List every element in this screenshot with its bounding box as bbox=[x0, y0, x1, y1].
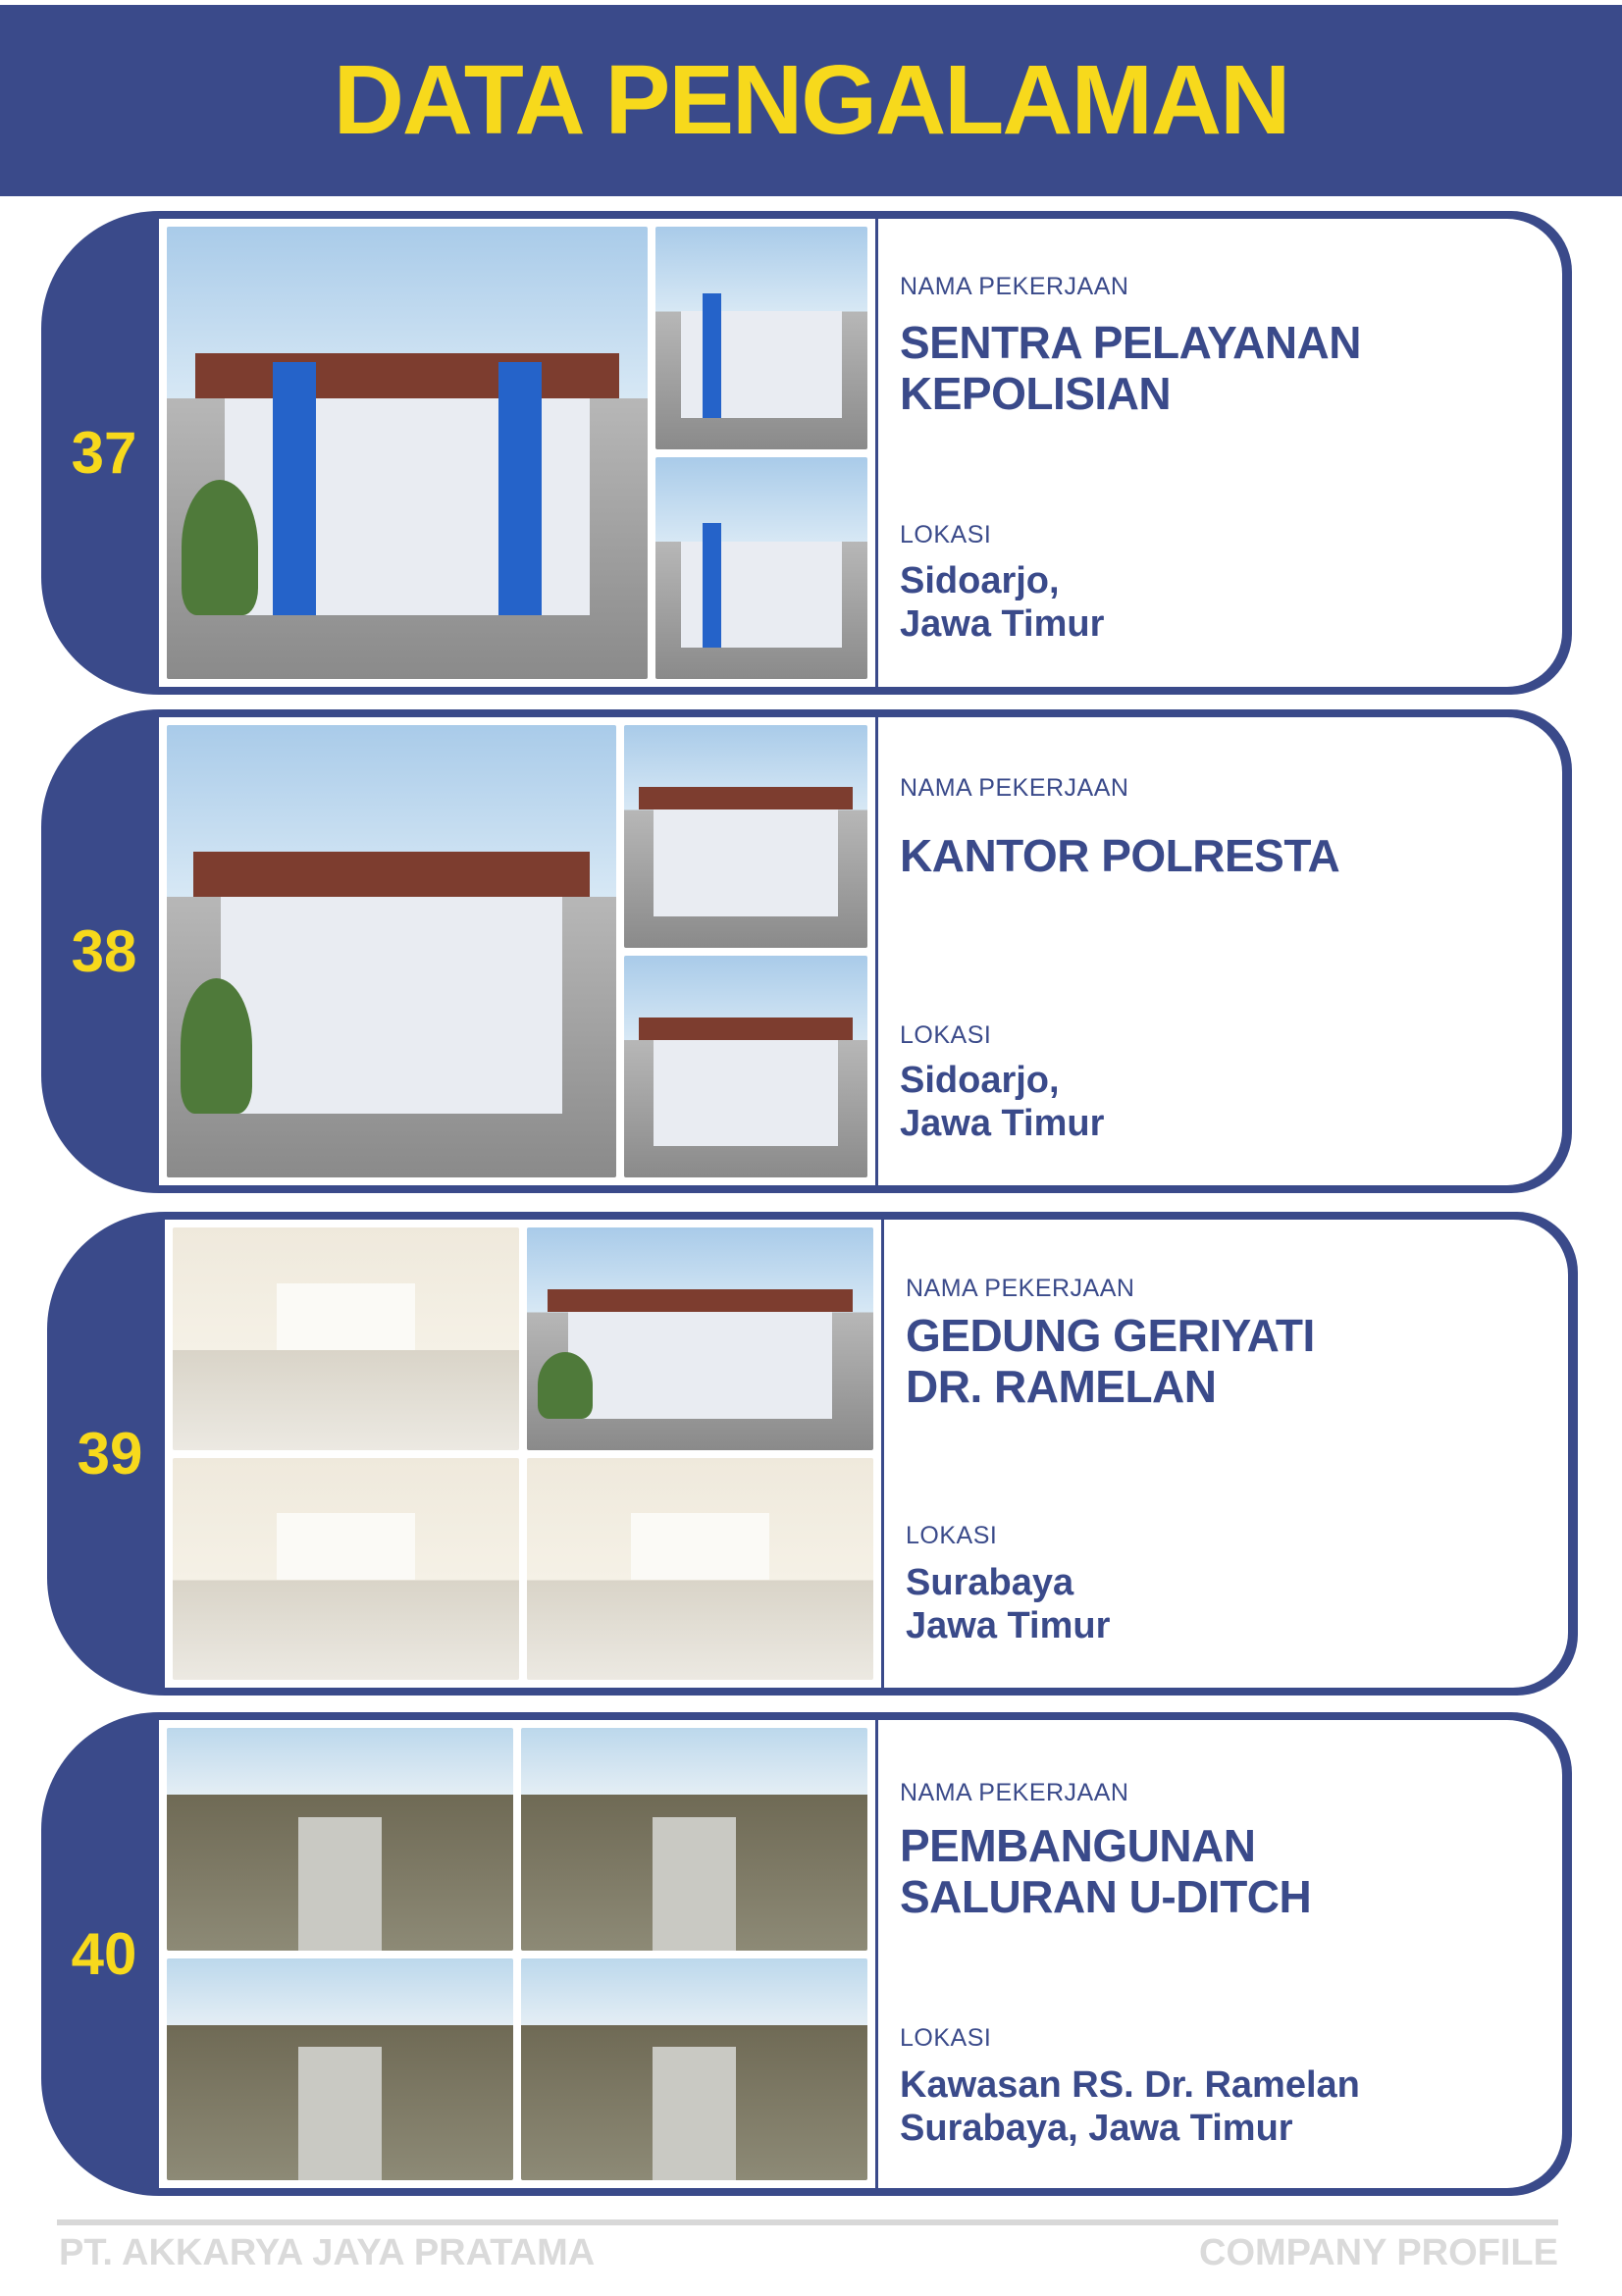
footer-company: PT. AKKARYA JAYA PRATAMA bbox=[59, 2232, 596, 2273]
job-label: NAMA PEKERJAAN bbox=[906, 1275, 1135, 1302]
location-line-1: Kawasan RS. Dr. Ramelan bbox=[900, 2064, 1360, 2106]
project-number: 39 bbox=[77, 1421, 143, 1487]
project-photos bbox=[159, 1720, 875, 2188]
project-card-40 bbox=[41, 1712, 1572, 2196]
project-photo bbox=[167, 725, 616, 1177]
project-photo bbox=[521, 1728, 867, 1951]
project-photo bbox=[521, 1958, 867, 2181]
location-line-2: Surabaya, Jawa Timur bbox=[900, 2108, 1293, 2149]
footer-document-type: COMPANY PROFILE bbox=[1199, 2232, 1558, 2273]
location-line-2: Jawa Timur bbox=[900, 1103, 1105, 1144]
project-photo bbox=[167, 1958, 513, 2181]
job-title-line-1: GEDUNG GERIYATI bbox=[906, 1310, 1315, 1361]
project-photo bbox=[655, 227, 867, 449]
location-line-2: Jawa Timur bbox=[906, 1605, 1111, 1646]
footer-divider bbox=[57, 2219, 1558, 2225]
project-card-37 bbox=[41, 211, 1572, 695]
project-photo bbox=[173, 1227, 519, 1450]
location-label: LOKASI bbox=[900, 1021, 992, 1049]
project-photo bbox=[527, 1458, 873, 1681]
location-line-1: Surabaya bbox=[906, 1562, 1074, 1603]
project-photo bbox=[527, 1227, 873, 1450]
job-label: NAMA PEKERJAAN bbox=[900, 774, 1129, 802]
project-photos bbox=[159, 717, 875, 1185]
project-photo bbox=[624, 725, 867, 948]
location-line-2: Jawa Timur bbox=[900, 603, 1105, 645]
project-info bbox=[878, 1720, 1562, 2188]
job-title-line-2: KEPOLISIAN bbox=[900, 368, 1172, 419]
project-info bbox=[884, 1220, 1568, 1688]
project-card-39 bbox=[47, 1212, 1578, 1696]
job-title-line-2: DR. RAMELAN bbox=[906, 1361, 1217, 1412]
job-title-line-2: SALURAN U-DITCH bbox=[900, 1871, 1312, 1922]
location-label: LOKASI bbox=[900, 2024, 992, 2052]
project-number: 37 bbox=[71, 420, 137, 486]
project-photo bbox=[173, 1458, 519, 1681]
project-card-38 bbox=[41, 709, 1572, 1193]
job-title-line-1: SENTRA PELAYANAN bbox=[900, 317, 1361, 368]
job-label: NAMA PEKERJAAN bbox=[900, 273, 1129, 300]
project-photo bbox=[655, 457, 867, 680]
job-title-line-1: KANTOR POLRESTA bbox=[900, 830, 1340, 881]
location-label: LOKASI bbox=[906, 1522, 998, 1549]
page-header bbox=[0, 5, 1622, 196]
project-number: 38 bbox=[71, 918, 137, 984]
project-photos bbox=[159, 219, 875, 687]
project-info bbox=[878, 219, 1562, 687]
location-line-1: Sidoarjo, bbox=[900, 1060, 1060, 1101]
project-photos bbox=[165, 1220, 881, 1688]
project-photo bbox=[624, 956, 867, 1178]
location-line-1: Sidoarjo, bbox=[900, 560, 1060, 601]
project-photo bbox=[167, 1728, 513, 1951]
job-title-line-1: PEMBANGUNAN bbox=[900, 1820, 1256, 1871]
location-label: LOKASI bbox=[900, 521, 992, 548]
job-label: NAMA PEKERJAAN bbox=[900, 1779, 1129, 1806]
page-title: DATA PENGALAMAN bbox=[333, 45, 1289, 155]
project-number: 40 bbox=[71, 1921, 137, 1987]
project-info bbox=[878, 717, 1562, 1185]
project-photo bbox=[167, 227, 648, 679]
